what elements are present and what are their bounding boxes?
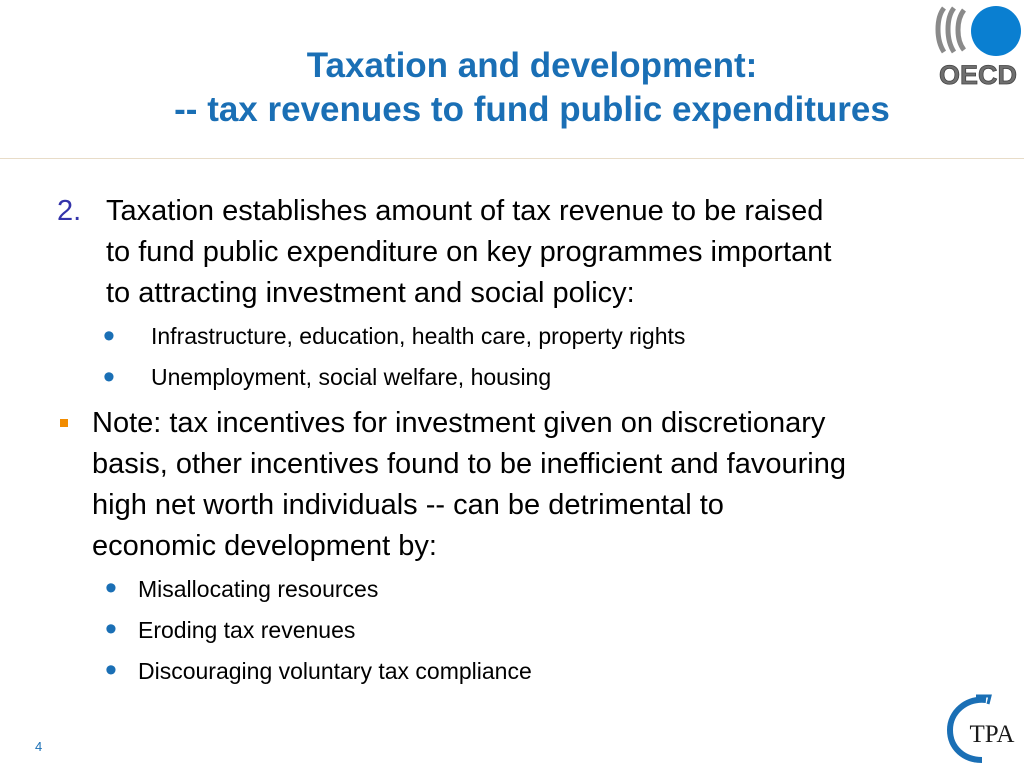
ctpa-logo-text: TPA [969,721,1015,748]
sub-bullet: Infrastructure, education, health care, property rights [151,323,686,349]
note-line: Note: tax incentives for investment given on discretionary [92,407,826,439]
bullet-dot-icon: • [105,610,117,648]
note-line: basis, other incentives found to be inefficient and favouring [92,448,846,480]
sub-bullet: Discouraging voluntary tax compliance [138,658,532,684]
note-line: high net worth individuals -- can be detrimental to [92,489,724,521]
numbered-item-line: Taxation establishes amount of tax revenue to be raised [106,195,824,227]
bullet-dot-icon: • [105,651,117,689]
sub-bullet: Unemployment, social welfare, housing [151,364,552,390]
item-number: 2. [57,195,82,227]
sub-bullet: Eroding tax revenues [138,617,356,643]
note-line: economic development by: [92,530,437,562]
bullet-dot-icon: • [103,317,115,355]
bullet-dot-icon: • [103,358,115,396]
numbered-item-line: to attracting investment and social policy: [106,277,635,309]
bullet-dot-icon: • [105,569,117,607]
title-line-1: Taxation and development: [306,46,758,85]
title-line-2: -- tax revenues to fund public expenditures [174,90,890,129]
page-number: 4 [35,739,43,754]
ctpa-logo [942,694,1018,764]
sub-bullet: Misallocating resources [138,576,379,602]
square-bullet-icon [60,419,68,427]
numbered-item-line: to fund public expenditure on key programmes important [106,236,832,268]
oecd-logo-text: OECD [938,60,1018,90]
